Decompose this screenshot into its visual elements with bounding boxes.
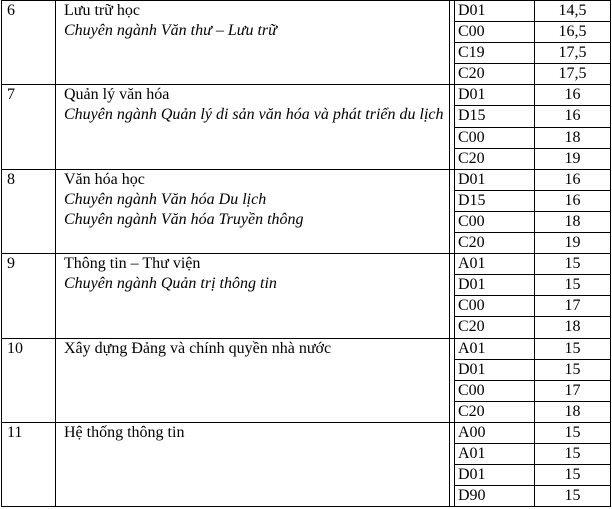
row-number: 7: [2, 85, 56, 169]
admission-score-table: [1, 0, 611, 507]
cutoff-score: 18: [535, 317, 611, 338]
major-cell: [56, 254, 450, 338]
cutoff-score: 16,5: [535, 22, 611, 43]
subject-group-code: C20: [455, 148, 535, 169]
major-title: Hệ thống thông tin: [64, 423, 185, 441]
major-cell: [56, 338, 450, 422]
major-cell: [56, 1, 450, 85]
table-row: [2, 338, 611, 359]
specialization-label: Chuyên ngành Văn hóa Du lịch: [64, 190, 267, 208]
major-title: Lưu trữ học: [64, 2, 140, 19]
subject-group-code: C00: [455, 296, 535, 317]
major-title: Xây dựng Đảng và chính quyền nhà nước: [64, 339, 332, 357]
table-row: [2, 169, 611, 190]
subject-group-code: D01: [455, 169, 535, 190]
cutoff-score: 14,5: [535, 1, 611, 22]
row-number: 10: [2, 338, 56, 422]
subject-group-code: D01: [455, 359, 535, 380]
table-body: [2, 1, 611, 507]
table-row: [2, 254, 611, 275]
cutoff-score: 15: [535, 338, 611, 359]
subject-group-code: D15: [455, 106, 535, 127]
table-row: [2, 85, 611, 106]
cutoff-score: 18: [535, 211, 611, 232]
table-row: [2, 422, 611, 443]
table-row: [2, 1, 611, 22]
subject-group-code: C00: [455, 380, 535, 401]
subject-group-code: A00: [455, 422, 535, 443]
cutoff-score: 16: [535, 106, 611, 127]
cutoff-score: 18: [535, 127, 611, 148]
subject-group-code: C20: [455, 233, 535, 254]
specialization-label: Chuyên ngành Văn thư – Lưu trữ: [64, 22, 277, 40]
specialization-label: Chuyên ngành Quản lý di sản văn hóa và phát triển du lịch: [64, 106, 444, 124]
cutoff-score: 17,5: [535, 43, 611, 64]
subject-group-code: C00: [455, 22, 535, 43]
subject-group-code: A01: [455, 443, 535, 464]
row-number: 9: [2, 254, 56, 338]
subject-group-code: D01: [455, 275, 535, 296]
row-number: 8: [2, 169, 56, 253]
row-number: 11: [2, 422, 56, 506]
cutoff-score: 15: [535, 465, 611, 486]
cutoff-score: 17: [535, 380, 611, 401]
cutoff-score: 17,5: [535, 64, 611, 85]
subject-group-code: A01: [455, 338, 535, 359]
subject-group-code: C00: [455, 127, 535, 148]
specialization-label: Chuyên ngành Văn hóa Truyền thông: [64, 210, 304, 228]
subject-group-code: C00: [455, 211, 535, 232]
cutoff-score: 18: [535, 401, 611, 422]
subject-group-code: D15: [455, 190, 535, 211]
subject-group-code: C20: [455, 64, 535, 85]
major-title: Văn hóa học: [64, 170, 145, 188]
major-title: Quản lý văn hóa: [64, 86, 170, 104]
cutoff-score: 19: [535, 233, 611, 254]
major-cell: [56, 169, 450, 253]
subject-group-code: D90: [455, 486, 535, 507]
cutoff-score: 15: [535, 486, 611, 507]
cutoff-score: 17: [535, 296, 611, 317]
subject-group-code: C19: [455, 43, 535, 64]
specialization-label: Chuyên ngành Quản trị thông tin: [64, 275, 277, 293]
cutoff-score: 19: [535, 148, 611, 169]
cutoff-score: 16: [535, 169, 611, 190]
subject-group-code: C20: [455, 401, 535, 422]
subject-group-code: D01: [455, 1, 535, 22]
cutoff-score: 16: [535, 190, 611, 211]
subject-group-code: A01: [455, 254, 535, 275]
subject-group-code: C20: [455, 317, 535, 338]
row-number: 6: [2, 1, 56, 85]
major-title: Thông tin – Thư viện: [64, 255, 201, 273]
cutoff-score: 15: [535, 422, 611, 443]
major-cell: [56, 85, 450, 169]
cutoff-score: 15: [535, 443, 611, 464]
cutoff-score: 15: [535, 254, 611, 275]
cutoff-score: 15: [535, 359, 611, 380]
cutoff-score: 15: [535, 275, 611, 296]
subject-group-code: D01: [455, 85, 535, 106]
subject-group-code: D01: [455, 465, 535, 486]
major-cell: [56, 422, 450, 506]
cutoff-score: 16: [535, 85, 611, 106]
